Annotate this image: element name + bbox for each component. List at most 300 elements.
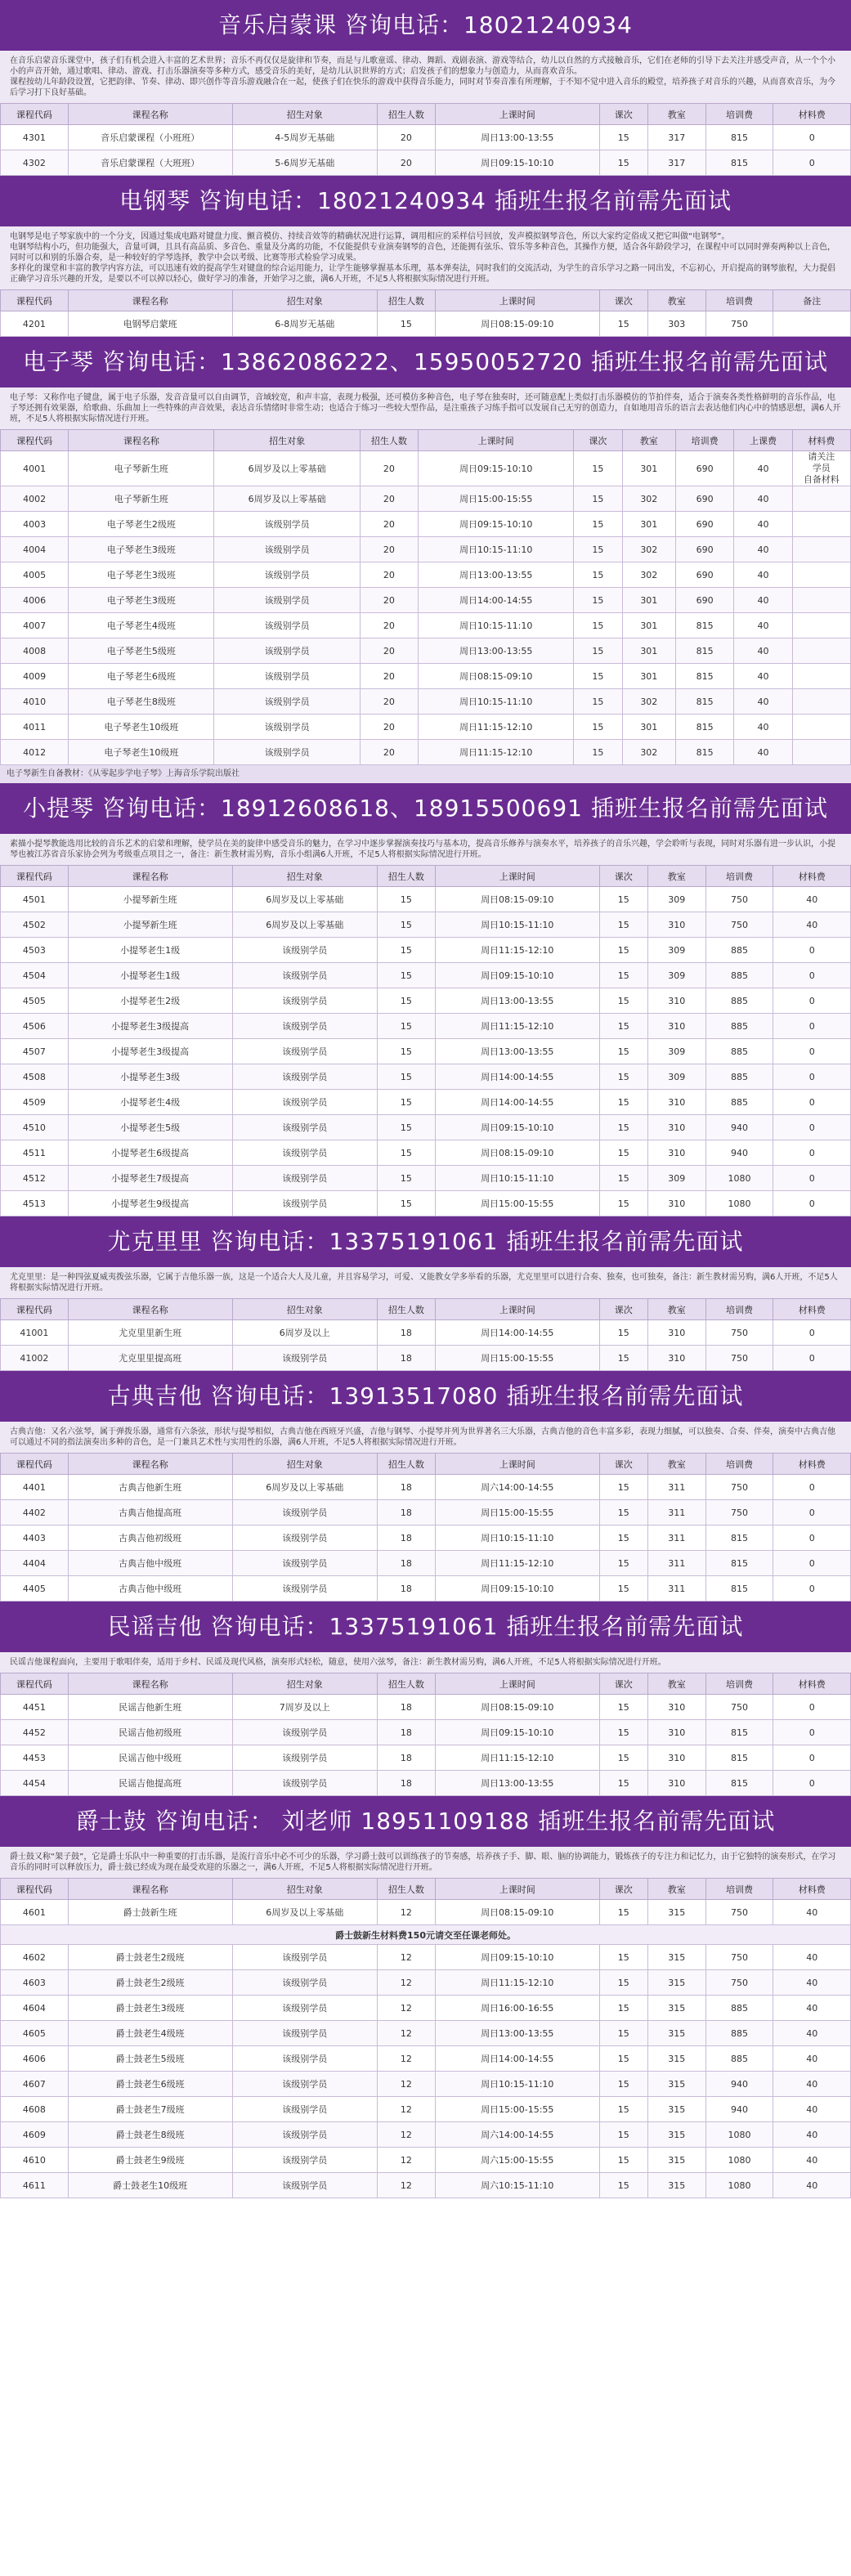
table-cell: 周日09:15-10:10 — [435, 963, 599, 988]
table-cell: 317 — [647, 150, 705, 176]
table-cell: 周日15:00-15:55 — [419, 486, 574, 512]
table-cell: 该级别学员 — [214, 638, 360, 664]
table-cell: 1080 — [705, 1166, 773, 1191]
table-row[interactable] — [1, 887, 851, 912]
table-cell: 爵士鼓老生4级班 — [68, 2021, 232, 2046]
table-cell: 18 — [377, 1695, 435, 1720]
table-cell: 690 — [676, 537, 734, 562]
table-row[interactable] — [1, 1771, 851, 1796]
table-row[interactable] — [1, 2148, 851, 2173]
table-cell: 311 — [647, 1551, 705, 1576]
table-cell: 爵士鼓老生2级班 — [68, 1970, 232, 1996]
column-header: 材料费 — [773, 866, 851, 887]
table-row[interactable] — [1, 1014, 851, 1039]
table-cell: 15 — [599, 912, 647, 938]
table-cell: 815 — [705, 125, 773, 150]
table-cell: 周日09:15-10:10 — [419, 512, 574, 537]
table-cell: 周日13:00-13:55 — [435, 988, 599, 1014]
table-cell: 周日13:00-13:55 — [435, 1039, 599, 1064]
column-header: 培训费 — [676, 430, 734, 451]
table-cell: 周日13:00-13:55 — [419, 562, 574, 588]
table-row[interactable] — [1, 125, 851, 150]
table-cell: 18 — [377, 1771, 435, 1796]
table-row[interactable] — [1, 588, 851, 613]
table-row[interactable] — [1, 938, 851, 963]
course-table — [0, 289, 851, 337]
table-cell: 40 — [773, 1900, 851, 1925]
table-row[interactable] — [1, 1320, 851, 1346]
table-row[interactable] — [1, 562, 851, 588]
table-cell: 750 — [705, 1500, 773, 1525]
table-cell: 310 — [647, 988, 705, 1014]
column-header: 材料费 — [773, 104, 851, 125]
table-cell: 940 — [705, 1115, 773, 1140]
table-row[interactable] — [1, 715, 851, 740]
table-header-row — [1, 1454, 851, 1475]
table-cell: 4610 — [1, 2148, 69, 2173]
section-intro — [0, 1847, 851, 1878]
table-cell: 4454 — [1, 1771, 69, 1796]
table-cell: 12 — [377, 2122, 435, 2148]
column-header: 上课时间 — [435, 866, 599, 887]
table-cell: 该级别学员 — [214, 537, 360, 562]
table-cell: 301 — [622, 613, 675, 638]
table-cell: 15 — [599, 988, 647, 1014]
column-header: 上课时间 — [435, 104, 599, 125]
table-row[interactable] — [1, 1346, 851, 1371]
column-header: 招生对象 — [232, 290, 377, 311]
table-cell: 电子琴老生3级班 — [69, 537, 214, 562]
table-cell: 302 — [622, 740, 675, 765]
column-header: 课程名称 — [68, 104, 232, 125]
table-row[interactable] — [1, 1064, 851, 1090]
course-section — [0, 1216, 851, 1371]
table-cell: 885 — [705, 938, 773, 963]
table-cell: 15 — [599, 1039, 647, 1064]
table-cell: 815 — [676, 664, 734, 689]
table-cell: 4006 — [1, 588, 69, 613]
table-cell: 0 — [773, 125, 851, 150]
table-cell: 周日10:15-11:10 — [435, 1525, 599, 1551]
table-cell: 310 — [647, 1346, 705, 1371]
table-row[interactable] — [1, 988, 851, 1014]
table-row[interactable] — [1, 2072, 851, 2097]
column-header: 教室 — [647, 1454, 705, 1475]
course-section — [0, 1602, 851, 1796]
table-cell: 815 — [705, 1720, 773, 1745]
table-cell: 周日11:15-12:10 — [435, 1551, 599, 1576]
table-cell: 周日14:00-14:55 — [435, 1320, 599, 1346]
table-cell: 20 — [360, 562, 418, 588]
intro-paragraph: 古典吉他：又名六弦琴，属于弹拨乐器，通常有六条弦，形状与提琴相似，古典吉他在西班牙兴盛，吉他与钢琴、小提琴并列为世界著名三大乐器，古典吉他的音色丰富多彩，表现力细腻，可以独奏、合奏、伴奏，演奏中古典吉他可以通过不同的指法演奏出多种的音色，是一门兼具艺术性与实用性的乐器，满6人开班，不足5人将根据实际情况进行开班。 — [10, 1427, 835, 1447]
table-cell: 15 — [377, 1140, 435, 1166]
table-cell: 4601 — [1, 1900, 69, 1925]
table-row[interactable] — [1, 1115, 851, 1140]
table-cell: 12 — [377, 1900, 435, 1925]
table-cell: 该级别学员 — [232, 2148, 377, 2173]
table-cell: 6-8周岁无基础 — [232, 311, 377, 337]
table-cell: 15 — [599, 1346, 647, 1371]
column-header: 招生对象 — [214, 430, 360, 451]
table-cell: 301 — [622, 638, 675, 664]
table-cell: 310 — [647, 1771, 705, 1796]
table-cell: 电子琴新生班 — [69, 451, 214, 486]
table-cell: 40 — [773, 1996, 851, 2021]
table-cell: 电子琴老生10级班 — [69, 715, 214, 740]
table-row[interactable] — [1, 740, 851, 765]
column-header: 教室 — [647, 1879, 705, 1900]
table-cell: 民谣吉他新生班 — [68, 1695, 232, 1720]
table-cell: 周日09:15-10:10 — [435, 1945, 599, 1970]
table-header-row — [1, 104, 851, 125]
table-cell: 4510 — [1, 1115, 69, 1140]
table-cell: 爵士鼓老生10级班 — [68, 2173, 232, 2198]
column-header: 上课时间 — [435, 1454, 599, 1475]
table-cell: 690 — [676, 451, 734, 486]
table-row[interactable] — [1, 1039, 851, 1064]
column-header: 培训费 — [705, 1879, 773, 1900]
table-cell: 940 — [705, 1140, 773, 1166]
table-row[interactable] — [1, 2122, 851, 2148]
table-cell: 15 — [599, 1900, 647, 1925]
table-cell: 周日09:15-10:10 — [435, 1115, 599, 1140]
table-cell: 40 — [773, 2122, 851, 2148]
column-header: 招生人数 — [377, 104, 435, 125]
table-row[interactable] — [1, 689, 851, 715]
table-cell: 12 — [377, 2021, 435, 2046]
table-cell: 该级别学员 — [232, 1745, 377, 1771]
table-cell: 电子琴老生10级班 — [69, 740, 214, 765]
table-cell: 该级别学员 — [232, 1140, 377, 1166]
table-cell: 6周岁及以上零基础 — [232, 912, 377, 938]
table-row[interactable] — [1, 1745, 851, 1771]
table-cell: 41001 — [1, 1320, 69, 1346]
table-cell: 0 — [773, 1475, 851, 1500]
table-cell: 7周岁及以上 — [232, 1695, 377, 1720]
table-row[interactable] — [1, 1090, 851, 1115]
table-row[interactable] — [1, 912, 851, 938]
table-cell: 15 — [574, 740, 622, 765]
column-header: 招生人数 — [377, 1673, 435, 1695]
table-cell: 周日10:15-11:10 — [435, 912, 599, 938]
table-cell: 15 — [599, 2148, 647, 2173]
column-header: 材料费 — [773, 1673, 851, 1695]
course-table — [0, 103, 851, 176]
table-row[interactable] — [1, 1551, 851, 1576]
table-cell: 4401 — [1, 1475, 69, 1500]
table-row[interactable] — [1, 2173, 851, 2198]
section-title: 音乐启蒙课 咨询电话：18021240934 — [0, 0, 851, 51]
table-cell: 电子琴老生4级班 — [69, 613, 214, 638]
table-cell: 12 — [377, 1945, 435, 1970]
table-cell: 周日14:00-14:55 — [435, 1090, 599, 1115]
intro-paragraph: 课程按幼儿年龄段设置，它把韵律、节奏、律动、即兴创作等音乐游戏融合在一起，使孩子们在快乐的游戏中获得音乐能力，同时对节奏音准有所理解，于不知不觉中进入音乐的殿堂，培养孩子对音乐的兴趣，从而喜欢音乐，为今后学习打下良好基础。 — [10, 78, 835, 97]
table-cell: 940 — [705, 2072, 773, 2097]
table-cell: 40 — [773, 2021, 851, 2046]
table-cell: 750 — [705, 1346, 773, 1371]
table-cell: 4009 — [1, 664, 69, 689]
table-cell: 815 — [676, 740, 734, 765]
table-cell: 周日11:15-12:10 — [435, 1745, 599, 1771]
table-row[interactable] — [1, 1900, 851, 1925]
table-cell: 周日09:15-10:10 — [435, 1576, 599, 1602]
table-cell: 18 — [377, 1576, 435, 1602]
column-header: 课程代码 — [1, 290, 69, 311]
table-row[interactable] — [1, 2046, 851, 2072]
table-cell: 0 — [773, 988, 851, 1014]
table-cell: 40 — [734, 562, 792, 588]
table-cell — [792, 537, 850, 562]
table-cell: 20 — [360, 451, 418, 486]
table-cell: 20 — [360, 664, 418, 689]
table-cell: 40 — [773, 2097, 851, 2122]
table-cell: 0 — [773, 1346, 851, 1371]
table-row[interactable] — [1, 1996, 851, 2021]
table-cell: 40 — [734, 715, 792, 740]
table-cell: 310 — [647, 1320, 705, 1346]
column-header: 教室 — [647, 104, 705, 125]
section-intro — [0, 1267, 851, 1298]
table-row[interactable] — [1, 486, 851, 512]
table-cell: 尤克里里提高班 — [68, 1346, 232, 1371]
table-cell: 40 — [734, 451, 792, 486]
column-header: 课程代码 — [1, 1879, 69, 1900]
table-cell: 15 — [599, 1996, 647, 2021]
table-cell: 小提琴老生1级 — [68, 938, 232, 963]
course-section — [0, 1371, 851, 1602]
table-cell: 周日15:00-15:55 — [435, 1346, 599, 1371]
table-cell: 4003 — [1, 512, 69, 537]
table-row[interactable] — [1, 311, 851, 337]
table-cell: 该级别学员 — [214, 512, 360, 537]
table-cell: 315 — [647, 1996, 705, 2021]
table-cell: 0 — [773, 1720, 851, 1745]
table-row[interactable] — [1, 1970, 851, 1996]
table-cell: 0 — [773, 1576, 851, 1602]
table-row[interactable] — [1, 537, 851, 562]
table-cell: 0 — [773, 1115, 851, 1140]
table-cell: 0 — [773, 1695, 851, 1720]
table-cell: 周日09:15-10:10 — [435, 1720, 599, 1745]
table-cell: 6周岁及以上零基础 — [232, 1900, 377, 1925]
table-cell: 周日08:15-09:10 — [435, 311, 599, 337]
table-cell: 4301 — [1, 125, 69, 150]
table-row[interactable] — [1, 150, 851, 176]
column-header: 课程名称 — [68, 1299, 232, 1320]
table-row[interactable] — [1, 1576, 851, 1602]
table-cell: 0 — [773, 1500, 851, 1525]
table-cell: 4001 — [1, 451, 69, 486]
table-cell: 15 — [599, 887, 647, 912]
table-cell: 15 — [599, 1166, 647, 1191]
table-cell: 40 — [773, 1970, 851, 1996]
table-cell: 4505 — [1, 988, 69, 1014]
table-cell: 6周岁及以上零基础 — [214, 486, 360, 512]
column-header: 上课费 — [734, 430, 792, 451]
table-cell: 15 — [377, 912, 435, 938]
table-cell: 小提琴新生班 — [68, 912, 232, 938]
table-cell: 小提琴老生1级 — [68, 963, 232, 988]
table-cell: 15 — [574, 613, 622, 638]
table-cell: 周日15:00-15:55 — [435, 1191, 599, 1216]
table-cell: 该级别学员 — [232, 2122, 377, 2148]
table-cell: 4507 — [1, 1039, 69, 1064]
table-cell: 电子琴老生5级班 — [69, 638, 214, 664]
table-cell: 750 — [705, 1695, 773, 1720]
table-cell: 885 — [705, 1996, 773, 2021]
table-cell — [792, 562, 850, 588]
table-cell — [792, 664, 850, 689]
table-cell: 4451 — [1, 1695, 69, 1720]
table-cell: 该级别学员 — [214, 562, 360, 588]
column-header: 培训费 — [705, 1454, 773, 1475]
table-cell: 315 — [647, 2122, 705, 2148]
table-row[interactable] — [1, 451, 851, 486]
intro-paragraph: 爵士鼓又称“架子鼓”，它是爵士乐队中一种重要的打击乐器，是流行音乐中必不可少的乐器，学习爵士鼓可以训练孩子的节奏感，培养孩子手、脚、眼、脑的协调能力，锻炼孩子的专注力和记忆力，由于它独特的演奏形式，在学习音乐的同时可以释放压力，爵士鼓已经成为现在最受欢迎的乐器之一，满6人开班，不足5人将根据实际情况进行开班。 — [10, 1852, 836, 1872]
course-section — [0, 1796, 851, 2198]
table-cell: 5-6周岁无基础 — [232, 150, 377, 176]
table-row[interactable] — [1, 638, 851, 664]
table-cell: 310 — [647, 1090, 705, 1115]
table-row[interactable] — [1, 1191, 851, 1216]
table-cell: 15 — [377, 887, 435, 912]
table-row[interactable] — [1, 1166, 851, 1191]
table-cell: 4611 — [1, 2173, 69, 2198]
column-header: 课次 — [599, 866, 647, 887]
table-cell: 301 — [622, 715, 675, 740]
table-cell: 15 — [599, 1576, 647, 1602]
table-cell: 15 — [574, 588, 622, 613]
table-row[interactable] — [1, 2097, 851, 2122]
table-cell: 该级别学员 — [232, 1945, 377, 1970]
table-cell: 民谣吉他初级班 — [68, 1720, 232, 1745]
table-cell: 311 — [647, 1576, 705, 1602]
table-cell: 该级别学员 — [232, 1039, 377, 1064]
table-cell: 15 — [599, 311, 647, 337]
column-header: 课程代码 — [1, 1673, 69, 1695]
table-cell: 电子琴新生班 — [69, 486, 214, 512]
table-cell — [792, 740, 850, 765]
table-row[interactable] — [1, 1500, 851, 1525]
intro-paragraph: 民谣吉他课程面向，主要用于歌唱伴奏，适用于乡村、民谣及现代风格，演奏形式轻松，随意，使用六弦琴，备注：新生教材需另购，满6人开班，不足5人将根据实际情况进行开班。 — [10, 1658, 666, 1667]
table-cell: 15 — [377, 988, 435, 1014]
table-cell: 周日08:15-09:10 — [435, 1900, 599, 1925]
table-row[interactable] — [1, 1525, 851, 1551]
table-cell: 690 — [676, 562, 734, 588]
table-cell: 小提琴老生3级 — [68, 1064, 232, 1090]
table-cell: 4605 — [1, 2021, 69, 2046]
table-cell: 15 — [377, 1039, 435, 1064]
column-header: 课次 — [599, 1879, 647, 1900]
table-cell: 690 — [676, 486, 734, 512]
table-row[interactable] — [1, 1140, 851, 1166]
table-cell: 小提琴老生6级提高 — [68, 1140, 232, 1166]
table-cell: 周日13:00-13:55 — [419, 638, 574, 664]
table-row[interactable] — [1, 963, 851, 988]
table-cell: 该级别学员 — [232, 2021, 377, 2046]
column-header: 招生对象 — [232, 1879, 377, 1900]
table-cell: 6周岁及以上零基础 — [232, 1475, 377, 1500]
column-header: 培训费 — [705, 104, 773, 125]
table-cell: 小提琴老生4级 — [68, 1090, 232, 1115]
column-header: 教室 — [647, 1299, 705, 1320]
table-cell: 0 — [773, 1039, 851, 1064]
table-cell: 1080 — [705, 1191, 773, 1216]
table-cell: 815 — [705, 1576, 773, 1602]
table-cell: 301 — [622, 588, 675, 613]
course-table — [0, 1673, 851, 1796]
table-cell: 15 — [599, 125, 647, 150]
table-row[interactable] — [1, 1720, 851, 1745]
table-cell: 4201 — [1, 311, 69, 337]
column-header: 课次 — [599, 1299, 647, 1320]
table-cell: 4010 — [1, 689, 69, 715]
column-header: 课程名称 — [68, 1454, 232, 1475]
table-row[interactable] — [1, 1475, 851, 1500]
table-cell: 311 — [647, 1475, 705, 1500]
table-cell: 315 — [647, 2173, 705, 2198]
table-cell: 4402 — [1, 1500, 69, 1525]
table-cell: 40 — [773, 1945, 851, 1970]
table-cell: 爵士鼓老生9级班 — [68, 2148, 232, 2173]
table-cell: 4302 — [1, 150, 69, 176]
table-cell: 4004 — [1, 537, 69, 562]
table-cell: 周日09:15-10:10 — [419, 451, 574, 486]
table-cell: 周六10:15-11:10 — [435, 2173, 599, 2198]
column-header: 课程代码 — [1, 1454, 69, 1475]
table-cell: 885 — [705, 1014, 773, 1039]
column-header: 招生对象 — [232, 104, 377, 125]
table-row[interactable] — [1, 1695, 851, 1720]
table-cell: 4002 — [1, 486, 69, 512]
column-header: 招生人数 — [377, 1299, 435, 1320]
table-cell: 310 — [647, 1695, 705, 1720]
table-row[interactable] — [1, 512, 851, 537]
table-cell: 4012 — [1, 740, 69, 765]
table-cell: 15 — [599, 1551, 647, 1576]
table-cell: 315 — [647, 2148, 705, 2173]
table-cell: 309 — [647, 887, 705, 912]
table-cell: 周日11:15-12:10 — [435, 1014, 599, 1039]
table-cell: 0 — [773, 1090, 851, 1115]
table-row[interactable] — [1, 664, 851, 689]
table-row[interactable] — [1, 1945, 851, 1970]
table-cell: 815 — [705, 1525, 773, 1551]
table-cell: 15 — [599, 1745, 647, 1771]
table-cell — [792, 486, 850, 512]
table-cell: 4504 — [1, 963, 69, 988]
table-cell: 15 — [599, 1475, 647, 1500]
table-row[interactable] — [1, 2021, 851, 2046]
course-section — [0, 783, 851, 1216]
column-header: 上课时间 — [435, 1673, 599, 1695]
table-cell: 40 — [734, 664, 792, 689]
table-cell: 15 — [574, 715, 622, 740]
table-cell: 爵士鼓新生班 — [68, 1900, 232, 1925]
table-cell: 该级别学员 — [232, 1014, 377, 1039]
column-header: 课程代码 — [1, 430, 69, 451]
table-header-row — [1, 1879, 851, 1900]
table-cell: 15 — [574, 451, 622, 486]
table-cell: 该级别学员 — [232, 1576, 377, 1602]
table-cell: 0 — [773, 1771, 851, 1796]
table-cell: 该级别学员 — [214, 715, 360, 740]
table-row[interactable] — [1, 613, 851, 638]
table-cell: 15 — [377, 311, 435, 337]
table-cell: 15 — [377, 1090, 435, 1115]
table-cell: 尤克里里新生班 — [68, 1320, 232, 1346]
table-cell: 750 — [705, 1320, 773, 1346]
